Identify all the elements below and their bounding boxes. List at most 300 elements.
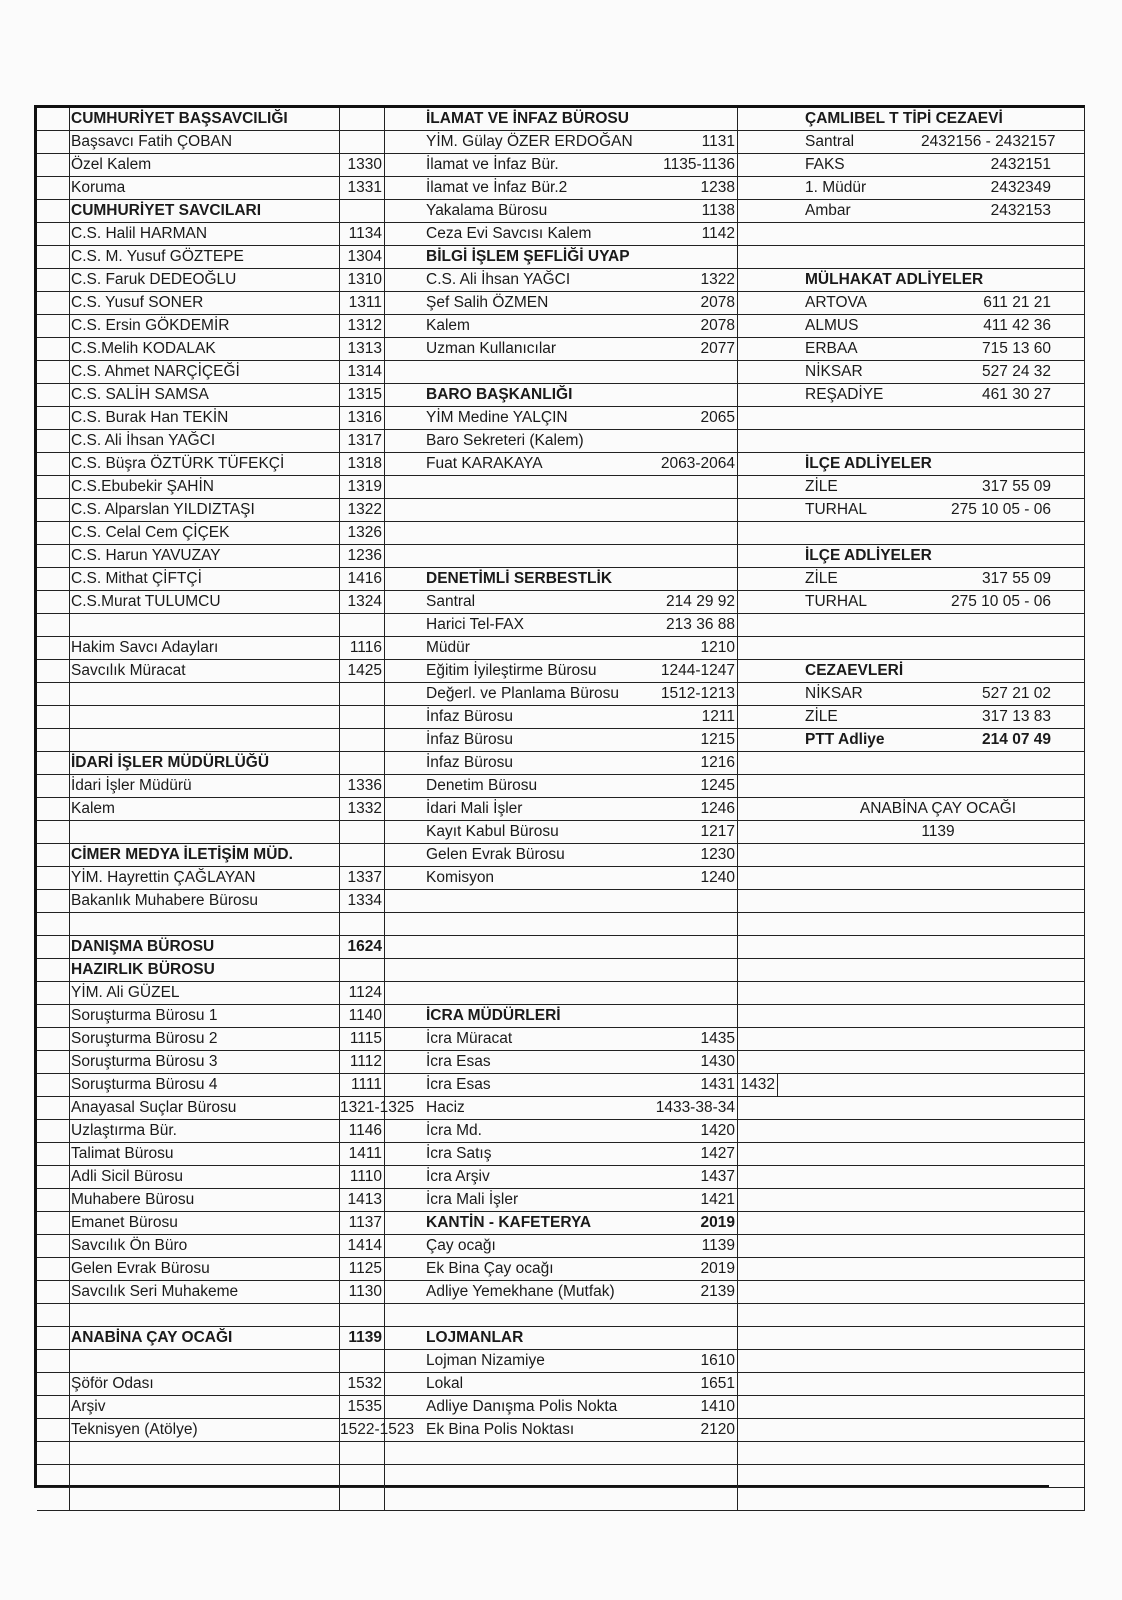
- entry-label: Arşiv: [71, 1398, 106, 1415]
- entry-label: [424, 1488, 676, 1510]
- entry-label: Adliye Danışma Polis Nokta: [426, 1398, 618, 1415]
- entry-phone: [921, 936, 1081, 958]
- directory-row: [37, 545, 422, 568]
- entry-phone: [921, 1419, 1081, 1441]
- entry-extension: 1322: [339, 499, 385, 521]
- directory-row: [422, 775, 801, 798]
- entry-label: [424, 545, 676, 567]
- entry-extension: 1433-38-34: [654, 1097, 738, 1119]
- directory-row: [37, 246, 422, 269]
- entry-label: C.S. Faruk DEDEOĞLU: [71, 271, 237, 288]
- entry-extension: [339, 913, 385, 935]
- entry-label: Hakim Savcı Adayları: [71, 639, 219, 656]
- entry-phone: 214 07 49: [982, 731, 1051, 748]
- entry-extension: 1435: [654, 1028, 738, 1050]
- entry-phone: [921, 453, 1081, 475]
- entry-extension: 1316: [339, 407, 385, 429]
- entry-extension: [339, 614, 385, 636]
- entry-label: [69, 1488, 371, 1510]
- directory-row: [422, 200, 801, 223]
- directory-row: [422, 1373, 801, 1396]
- entry-extension: 2077: [654, 338, 738, 360]
- entry-extension: 1310: [339, 269, 385, 291]
- entry-label: Müdür: [426, 639, 470, 656]
- entry-extension: 1317: [339, 430, 385, 452]
- entry-extension: 1319: [339, 476, 385, 498]
- entry-label: Uzlaştırma Bür.: [71, 1122, 177, 1139]
- entry-extension: 2019: [654, 1212, 738, 1234]
- entry-label: [424, 1442, 676, 1464]
- entry-extension: 1522-1523: [339, 1419, 385, 1441]
- entry-label: Soruşturma Bürosu 3: [71, 1053, 218, 1070]
- directory-row: [801, 706, 1085, 729]
- entry-extension: 1138: [654, 200, 738, 222]
- entry-label: [424, 499, 676, 521]
- entry-phone: [921, 1465, 1081, 1487]
- directory-row: [422, 1143, 801, 1166]
- entry-extension: [654, 545, 738, 567]
- entry-label: C.S. Ali İhsan YAĞCI: [426, 271, 571, 288]
- entry-extension: 1111: [339, 1074, 385, 1096]
- entry-extension: 1211: [654, 706, 738, 728]
- entry-extension: [339, 729, 385, 751]
- entry-extension: [654, 1465, 738, 1487]
- entry-label: ZİLE: [805, 570, 838, 587]
- entry-extension: 1139: [339, 1327, 385, 1349]
- entry-phone: [921, 1097, 1081, 1119]
- section-header-row: [801, 729, 1085, 752]
- entry-label: C.S. Harun YAVUZAY: [71, 547, 221, 564]
- entry-extension: 1610: [654, 1350, 738, 1372]
- directory-row: [37, 522, 422, 545]
- entry-label: [424, 936, 676, 958]
- directory-row: [37, 660, 422, 683]
- entry-phone: 527 21 02: [982, 685, 1051, 702]
- entry-label: HAZIRLIK BÜROSU: [71, 961, 215, 978]
- entry-label: [424, 361, 676, 383]
- directory-row: [801, 821, 1085, 844]
- entry-phone: [921, 269, 1081, 291]
- entry-label: CEZAEVLERİ: [805, 662, 904, 679]
- entry-extension: 2078: [654, 315, 738, 337]
- entry-extension: 1532: [339, 1373, 385, 1395]
- entry-extension: 2139: [654, 1281, 738, 1303]
- directory-row: [37, 1350, 422, 1373]
- entry-extension: 1332: [339, 798, 385, 820]
- directory-row: [37, 338, 422, 361]
- directory-row: [801, 1143, 1085, 1166]
- phone-directory-table: [34, 105, 1056, 1488]
- entry-label: İcra Esas: [426, 1076, 491, 1093]
- entry-extension: [654, 108, 738, 130]
- entry-extension: [654, 499, 738, 521]
- entry-extension: [654, 959, 738, 981]
- directory-row: [37, 1442, 422, 1465]
- entry-label: Eğitim İyileştirme Bürosu: [426, 662, 597, 679]
- section-header-row: [422, 105, 801, 131]
- directory-row: [801, 476, 1085, 499]
- entry-extension: [339, 131, 385, 153]
- entry-label: C.S. Ahmet NARÇİÇEĞİ: [71, 363, 240, 380]
- entry-phone: [921, 890, 1081, 912]
- directory-row: [422, 1120, 801, 1143]
- entry-phone: [921, 1235, 1081, 1257]
- entry-label: YİM. Gülay ÖZER ERDOĞAN: [426, 133, 633, 150]
- entry-label: NİKSAR: [805, 363, 863, 380]
- entry-phone: [921, 246, 1081, 268]
- directory-row: [37, 1051, 422, 1074]
- entry-label: Uzman Kullanıcılar: [426, 340, 557, 357]
- entry-extension: [339, 108, 385, 130]
- entry-phone: 715 13 60: [982, 340, 1051, 357]
- directory-row: [37, 729, 422, 752]
- entry-phone: [921, 1212, 1081, 1234]
- entry-extension: [339, 1350, 385, 1372]
- entry-extension: 1140: [339, 1005, 385, 1027]
- directory-row: [801, 1442, 1085, 1465]
- directory-row: [801, 1281, 1085, 1304]
- entry-label: Talimat Bürosu: [71, 1145, 174, 1162]
- entry-label: ÇAMLIBEL T TİPİ CEZAEVİ: [805, 110, 1003, 127]
- directory-row: [37, 177, 422, 200]
- entry-label: [424, 522, 676, 544]
- directory-row: [422, 1396, 801, 1419]
- entry-phone: 317 55 09: [982, 478, 1051, 495]
- entry-phone: [921, 1488, 1081, 1510]
- directory-row: [801, 1419, 1085, 1442]
- entry-label: Soruşturma Bürosu 1: [71, 1007, 218, 1024]
- directory-row: [801, 1465, 1085, 1488]
- entry-extension: 1244-1247: [654, 660, 738, 682]
- entry-label: Şef Salih ÖZMEN: [426, 294, 549, 311]
- entry-label: ALMUS: [805, 317, 859, 334]
- directory-row: [422, 361, 801, 384]
- directory-row: [37, 315, 422, 338]
- directory-row: [801, 1005, 1085, 1028]
- entry-extension: [654, 890, 738, 912]
- entry-extension: [654, 522, 738, 544]
- directory-row: [37, 1465, 422, 1488]
- entry-extension: [654, 568, 738, 590]
- entry-label: C.S. SALİH SAMSA: [71, 386, 209, 403]
- directory-row: [37, 361, 422, 384]
- directory-row: [37, 1189, 422, 1212]
- entry-extension: [654, 913, 738, 935]
- entry-label: [424, 913, 676, 935]
- entry-extension: 1336: [339, 775, 385, 797]
- directory-row: [37, 1373, 422, 1396]
- entry-label: C.S. Ali İhsan YAĞCI: [71, 432, 216, 449]
- entry-extension: 1304: [339, 246, 385, 268]
- entry-label: İdari İşler Müdürü: [71, 777, 192, 794]
- directory-row: [422, 223, 801, 246]
- entry-extension: 1115: [339, 1028, 385, 1050]
- directory-row: [801, 1488, 1085, 1511]
- directory-row: [422, 1419, 801, 1442]
- directory-row: [37, 1281, 422, 1304]
- directory-row: [801, 1097, 1085, 1120]
- entry-label: YİM. Ali GÜZEL: [71, 984, 180, 1001]
- entry-label: [69, 1350, 371, 1372]
- entry-phone: [921, 867, 1081, 889]
- section-header-row: [37, 844, 422, 867]
- entry-label: Anayasal Suçlar Bürosu: [71, 1099, 237, 1116]
- directory-row: [37, 706, 422, 729]
- directory-row: [801, 315, 1085, 338]
- section-header-row: [37, 959, 422, 982]
- entry-phone: [921, 407, 1081, 429]
- directory-row: [37, 867, 422, 890]
- directory-row: [422, 1465, 801, 1488]
- directory-row: [37, 1028, 422, 1051]
- entry-extension: 2120: [654, 1419, 738, 1441]
- section-header-row: [422, 246, 801, 269]
- entry-label: [69, 913, 371, 935]
- directory-row: [801, 200, 1085, 223]
- entry-label: [69, 614, 371, 636]
- directory-row: [37, 131, 422, 154]
- directory-row: [801, 407, 1085, 430]
- entry-label: Ambar: [805, 202, 851, 219]
- directory-row: [37, 1166, 422, 1189]
- entry-label: [69, 1442, 371, 1464]
- directory-row: [801, 844, 1085, 867]
- directory-row: [37, 1235, 422, 1258]
- entry-label: Muhabere Bürosu: [71, 1191, 195, 1208]
- entry-label: [69, 706, 371, 728]
- directory-row: [422, 476, 801, 499]
- entry-label: İcra Arşiv: [426, 1168, 490, 1185]
- directory-row: [422, 499, 801, 522]
- entry-label: Lokal: [426, 1375, 464, 1392]
- entry-extension: 1431: [698, 1074, 738, 1096]
- directory-row: [422, 1304, 801, 1327]
- entry-extension: [339, 200, 385, 222]
- entry-phone: 611 21 21: [983, 294, 1051, 311]
- entry-extension: [654, 982, 738, 1004]
- directory-row: [37, 591, 422, 614]
- entry-label: FAKS: [805, 156, 845, 173]
- directory-row: [801, 1166, 1085, 1189]
- directory-row: [801, 1028, 1085, 1051]
- section-header-row: [422, 1212, 801, 1235]
- entry-label: Komisyon: [426, 869, 495, 886]
- section-header-row: [37, 936, 422, 959]
- entry-extension-2: 1432: [738, 1074, 778, 1096]
- directory-row: [422, 867, 801, 890]
- directory-row: [801, 1258, 1085, 1281]
- entry-extension: 2063-2064: [654, 453, 738, 475]
- directory-row: [422, 683, 801, 706]
- entry-label: [69, 729, 371, 751]
- entry-label: Teknisyen (Atölye): [71, 1421, 198, 1438]
- entry-label: İdari Mali İşler: [426, 800, 523, 817]
- entry-phone: 317 13 83: [982, 708, 1051, 725]
- entry-extension: 1330: [339, 154, 385, 176]
- entry-extension: 1116: [339, 637, 385, 659]
- directory-row: [422, 154, 801, 177]
- directory-row: [422, 177, 801, 200]
- entry-label: İcra Satış: [426, 1145, 492, 1162]
- column-enforcement: [422, 105, 801, 1511]
- entry-label: ZİLE: [805, 708, 838, 725]
- entry-label: DENETİMLİ SERBESTLİK: [426, 570, 613, 587]
- entry-label: KANTİN - KAFETERYA: [426, 1214, 592, 1231]
- entry-extension: 1322: [654, 269, 738, 291]
- directory-row: [37, 890, 422, 913]
- entry-label: Özel Kalem: [71, 156, 152, 173]
- directory-row: [37, 269, 422, 292]
- entry-label: İnfaz Bürosu: [426, 708, 514, 725]
- entry-label: C.S. Büşra ÖZTÜRK TÜFEKÇİ: [71, 455, 285, 472]
- directory-row: [801, 1212, 1085, 1235]
- directory-row: [801, 246, 1085, 269]
- entry-extension: 1321-1325: [339, 1097, 385, 1119]
- entry-label: CUMHURİYET SAVCILARI: [71, 202, 262, 219]
- section-header-row: [422, 1005, 801, 1028]
- entry-label: İnfaz Bürosu: [426, 731, 514, 748]
- entry-label: YİM. Hayrettin ÇAĞLAYAN: [71, 869, 256, 886]
- entry-label: CİMER MEDYA İLETİŞİM MÜD.: [71, 846, 293, 863]
- directory-row: [422, 706, 801, 729]
- entry-extension: 1238: [654, 177, 738, 199]
- entry-label: Şöför Odası: [71, 1375, 154, 1392]
- directory-row: [801, 1120, 1085, 1143]
- entry-extension: [339, 706, 385, 728]
- directory-row: [801, 1373, 1085, 1396]
- entry-phone: [921, 614, 1081, 636]
- entry-extension: [654, 1327, 738, 1349]
- directory-row: [37, 637, 422, 660]
- section-header-row: [801, 545, 1085, 568]
- entry-label: Santral: [426, 593, 476, 610]
- directory-row: [801, 775, 1085, 798]
- directory-row: [37, 292, 422, 315]
- directory-row: [801, 361, 1085, 384]
- directory-row: [801, 890, 1085, 913]
- directory-row: [422, 1189, 801, 1212]
- section-header-row: [422, 568, 801, 591]
- entry-extension: 1246: [654, 798, 738, 820]
- entry-extension: 1313: [339, 338, 385, 360]
- entry-extension: [654, 1005, 738, 1027]
- entry-label: Savcılık Müracat: [71, 662, 186, 679]
- directory-row: [37, 1074, 422, 1097]
- entry-phone: [921, 1005, 1081, 1027]
- entry-phone: [921, 545, 1081, 567]
- entry-phone: [921, 913, 1081, 935]
- entry-extension: 1437: [654, 1166, 738, 1188]
- entry-extension: [339, 844, 385, 866]
- entry-extension: [654, 246, 738, 268]
- directory-row: [422, 338, 801, 361]
- entry-extension: 1624: [339, 936, 385, 958]
- entry-extension: 1414: [339, 1235, 385, 1257]
- directory-row: [37, 1143, 422, 1166]
- entry-label: [424, 1465, 676, 1487]
- entry-extension: 1326: [339, 522, 385, 544]
- entry-extension: 1217: [654, 821, 738, 843]
- entry-phone: [921, 1281, 1081, 1303]
- entry-phone: [921, 1120, 1081, 1142]
- directory-row: [37, 1488, 422, 1511]
- entry-label: NİKSAR: [805, 685, 863, 702]
- directory-row: [422, 637, 801, 660]
- entry-label: C.S. Mithat ÇİFTÇİ: [71, 570, 202, 587]
- entry-extension: 1312: [339, 315, 385, 337]
- entry-extension: 1425: [339, 660, 385, 682]
- entry-label: İLAMAT VE İNFAZ BÜROSU: [426, 110, 629, 127]
- entry-extension: 1324: [339, 591, 385, 613]
- entry-label: Soruşturma Bürosu 2: [71, 1030, 218, 1047]
- directory-row: [422, 1166, 801, 1189]
- entry-phone: 275 10 05 - 06: [951, 593, 1051, 610]
- entry-phone: [921, 1189, 1081, 1211]
- entry-phone: [921, 1051, 1081, 1073]
- entry-extension: [339, 1442, 385, 1464]
- entry-label: Gelen Evrak Bürosu: [426, 846, 565, 863]
- entry-extension: [654, 361, 738, 383]
- directory-row: [37, 430, 422, 453]
- entry-phone: [921, 1304, 1081, 1326]
- entry-label: Emanet Bürosu: [71, 1214, 178, 1231]
- entry-extension: [654, 384, 738, 406]
- directory-row: [422, 430, 801, 453]
- column-prosecution: [37, 105, 422, 1511]
- entry-label: Adliye Yemekhane (Mutfak): [426, 1283, 615, 1300]
- entry-label: C.S. Halil HARMAN: [71, 225, 208, 242]
- directory-row: [37, 499, 422, 522]
- directory-row: [801, 223, 1085, 246]
- entry-label: Başsavcı Fatih ÇOBAN: [71, 133, 233, 150]
- directory-row: [801, 959, 1085, 982]
- entry-label: Savcılık Seri Muhakeme: [71, 1283, 239, 1300]
- entry-phone: [921, 982, 1081, 1004]
- entry-label: Soruşturma Bürosu 4: [71, 1076, 218, 1093]
- entry-phone: [921, 1442, 1081, 1464]
- directory-row: [422, 821, 801, 844]
- entry-label: TURHAL: [805, 501, 868, 518]
- entry-extension: 1535: [339, 1396, 385, 1418]
- entry-label: ANABİNA ÇAY OCAĞI: [71, 1329, 233, 1346]
- entry-label: İlamat ve İnfaz Bür.: [426, 156, 559, 173]
- entry-label: C.S.Ebubekir ŞAHİN: [71, 478, 214, 495]
- entry-label: [69, 1304, 371, 1326]
- entry-label: C.S.Murat TULUMCU: [71, 593, 221, 610]
- entry-phone: [921, 660, 1081, 682]
- entry-label: 1. Müdür: [805, 179, 867, 196]
- entry-extension: 2065: [654, 407, 738, 429]
- section-header-row: [422, 1327, 801, 1350]
- directory-row: [801, 1051, 1085, 1074]
- entry-label: Adli Sicil Bürosu: [71, 1168, 183, 1185]
- directory-row: [37, 1097, 422, 1120]
- directory-row: [422, 315, 801, 338]
- entry-phone: [921, 775, 1081, 797]
- entry-extension: 1236: [339, 545, 385, 567]
- entry-extension: 1240: [654, 867, 738, 889]
- entry-extension: 1130: [339, 1281, 385, 1303]
- entry-label: Haciz: [426, 1099, 465, 1116]
- directory-row: [801, 177, 1085, 200]
- entry-phone: [921, 1143, 1081, 1165]
- directory-row: [801, 131, 1085, 154]
- section-header-row: [37, 200, 422, 223]
- directory-row: [37, 683, 422, 706]
- directory-row: [422, 936, 801, 959]
- directory-row: [801, 430, 1085, 453]
- entry-label: ERBAA: [805, 340, 858, 357]
